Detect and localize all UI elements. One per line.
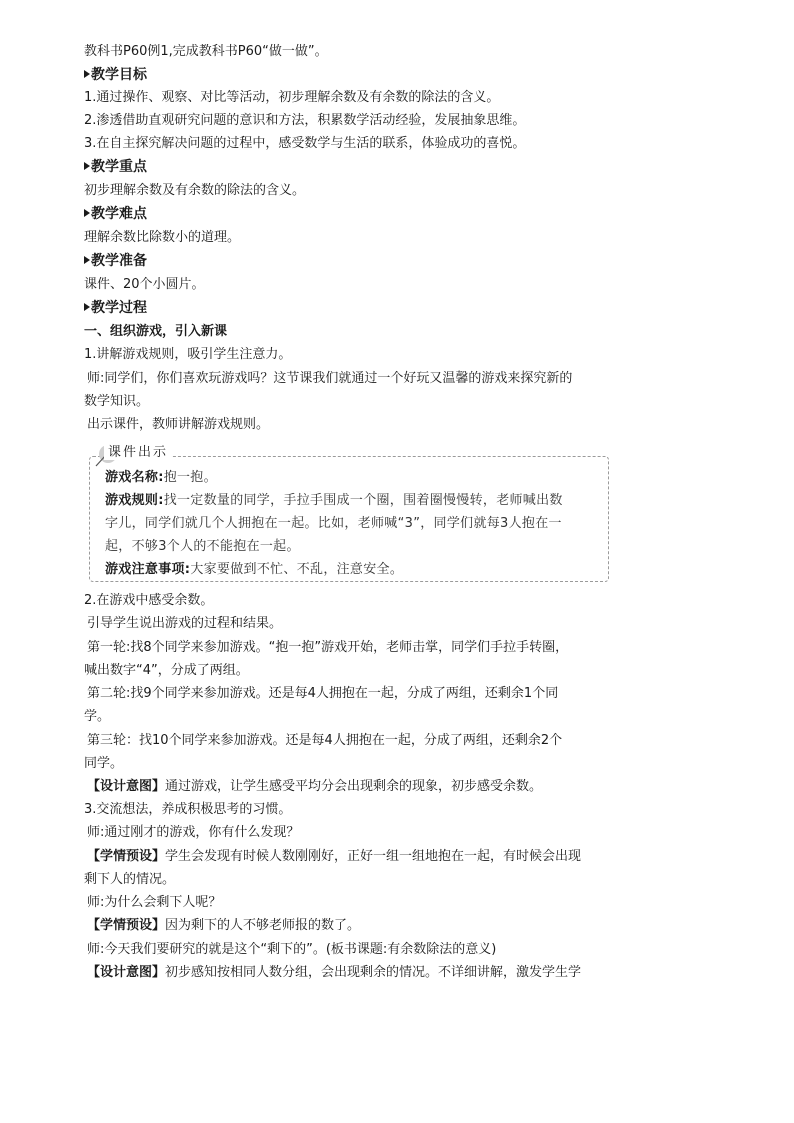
heading-key-point: 教学重点 — [84, 158, 710, 176]
teacher-question-1: 师:通过刚才的游戏，你有什么发现？ — [87, 825, 300, 840]
courseware-title: 课件出示 — [104, 441, 172, 460]
student-preset-1b: 剩下人的情况。 — [84, 872, 176, 887]
round-1b: 喊出数字“4”，分成了两组。 — [84, 663, 249, 678]
round-2a: 第二轮:找9个同学来参加游戏。还是每4人拥抱在一起，分成了两组，还剩余1个同 — [87, 686, 559, 701]
heading-goals: 教学目标 — [84, 66, 710, 84]
goal-2: 2.渗透借助直观研究问题的意识和方法，积累数学活动经验，发展抽象思维。 — [84, 113, 526, 128]
game-note-line: 游戏注意事项:大家要做到不忙、不乱，注意安全。 — [105, 562, 404, 577]
teacher-line-1a: 师:同学们，你们喜欢玩游戏吗？这节课我们就通过一个好玩又温馨的游戏来探究新的 — [87, 371, 573, 386]
triangle-bullet-icon — [84, 303, 90, 311]
heading-difficulty: 教学难点 — [84, 205, 710, 223]
step-3: 3.交流想法，养成积极思考的习惯。 — [84, 802, 292, 817]
round-3a: 第三轮：找10个同学来参加游戏。还是每4人拥抱在一起，分成了两组，还剩余2个 — [87, 733, 563, 748]
show-courseware: 出示课件，教师讲解游戏规则。 — [87, 417, 270, 432]
round-3b: 同学。 — [84, 756, 124, 771]
triangle-bullet-icon — [84, 209, 90, 217]
game-rule-line-a: 游戏规则:找一定数量的同学，手拉手围成一个圈，围着圈慢慢转，老师喊出数 — [105, 493, 563, 508]
difficulty-text: 理解余数比除数小的道理。 — [84, 230, 241, 245]
step-1: 1.讲解游戏规则，吸引学生注意力。 — [84, 347, 292, 362]
section-1-title: 一、组织游戏，引入新课 — [84, 324, 228, 339]
step-2: 2.在游戏中感受余数。 — [84, 593, 214, 608]
goal-1: 1.通过操作、观察、对比等活动，初步理解余数及有余数的除法的含义。 — [84, 90, 500, 105]
teacher-line-1b: 数学知识。 — [84, 394, 150, 409]
round-1a: 第一轮:找8个同学来参加游戏。“抱一抱”游戏开始，老师击掌，同学们手拉手转圈， — [87, 640, 569, 655]
game-rule-line-c: 起，不够3个人的不能抱在一起。 — [105, 539, 300, 554]
teacher-question-2: 师:为什么会剩下人呢？ — [87, 895, 222, 910]
triangle-bullet-icon — [84, 70, 90, 78]
heading-preparation: 教学准备 — [84, 252, 710, 270]
key-point-text: 初步理解余数及有余数的除法的含义。 — [84, 183, 306, 198]
goal-3: 3.在自主探究解决问题的过程中，感受数学与生活的联系，体验成功的喜悦。 — [84, 136, 526, 151]
intro-line: 教科书P60例1,完成教科书P60“做一做”。 — [84, 44, 328, 59]
game-rule-line-b: 字儿，同学们就几个人拥抱在一起。比如，老师喊“3”，同学们就每3人抱在一 — [105, 516, 562, 531]
teacher-topic: 师:今天我们要研究的就是这个“剩下的”。(板书课题:有余数除法的意义) — [87, 942, 497, 957]
preparation-text: 课件、20个小圆片。 — [84, 277, 205, 292]
triangle-bullet-icon — [84, 256, 90, 264]
triangle-bullet-icon — [84, 162, 90, 170]
student-preset-2: 【学情预设】因为剩下的人不够老师报的数了。 — [87, 918, 361, 933]
heading-process: 教学过程 — [84, 299, 710, 317]
guide-students: 引导学生说出游戏的过程和结果。 — [87, 616, 283, 631]
student-preset-1a: 【学情预设】学生会发现有时候人数刚刚好，正好一组一组地抱在一起，有时候会出现 — [87, 849, 582, 864]
design-intent-2: 【设计意图】初步感知按相同人数分组，会出现剩余的情况。不详细讲解，激发学生学 — [87, 965, 582, 980]
design-intent-1: 【设计意图】通过游戏，让学生感受平均分会出现剩余的现象，初步感受余数。 — [87, 779, 543, 794]
game-name-line: 游戏名称:抱一抱。 — [105, 470, 217, 485]
round-2b: 学。 — [84, 709, 111, 724]
